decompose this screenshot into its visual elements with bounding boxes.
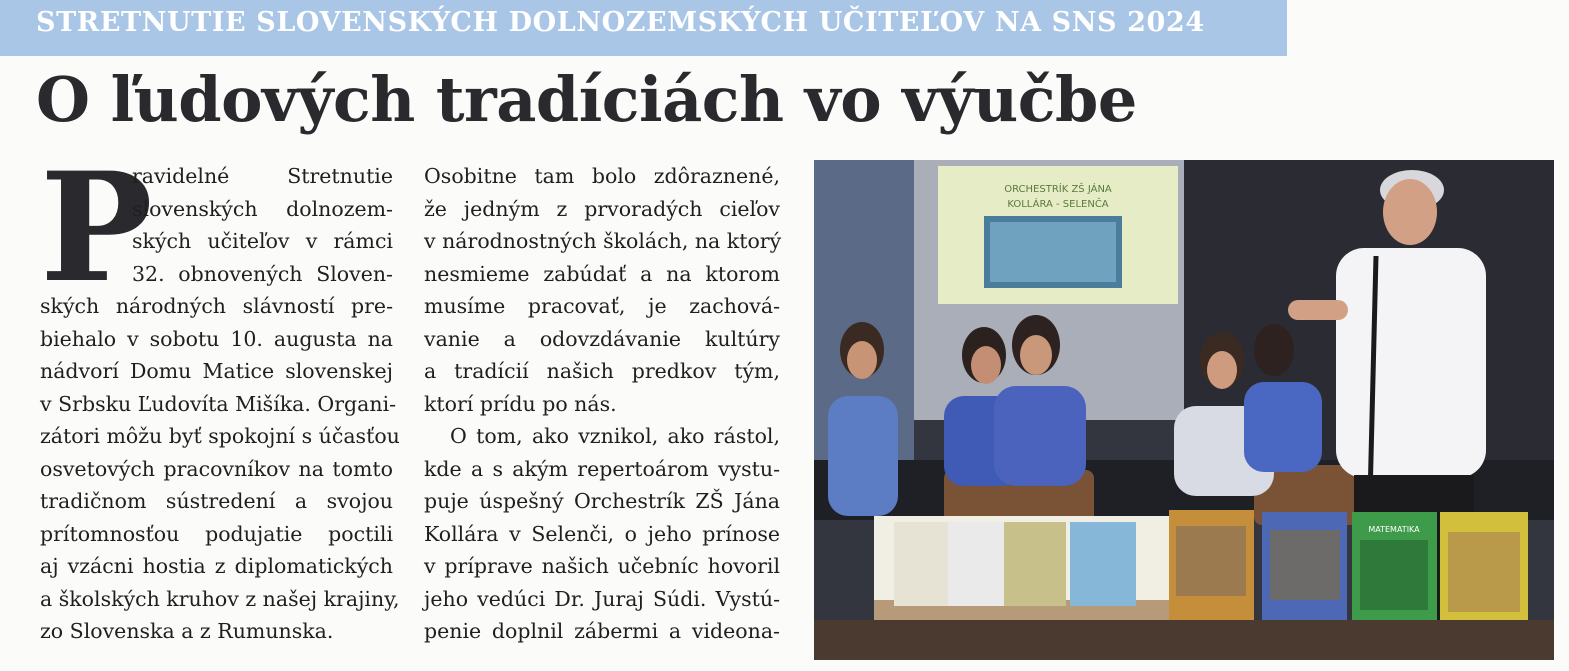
text-line: zo Slovenska a z Rumunska. (40, 619, 334, 643)
text-line: osvetových pracovníkov na tomto (40, 456, 393, 481)
text-line: ských národných slávností pre- (40, 294, 393, 318)
text-line: kde a s akým repertoárom vystu- (424, 456, 780, 481)
text-line: nádvorí Domu Matice slovenskej (40, 359, 393, 383)
text-line: prítomnosťou podujatie poctili (40, 521, 393, 546)
text-line: a školských kruhov z našej krajiny, (40, 586, 400, 611)
kicker-text: STRETNUTIE SLOVENSKÝCH DOLNOZEMSKÝCH UČITEĽOV NA SNS 2024 (36, 7, 1205, 38)
text-line: slovenských dolnozem- (132, 196, 393, 221)
text-line: biehalo v sobotu 10. augusta na (40, 326, 393, 351)
article-photo (814, 160, 1554, 660)
text-line: ktorí prídu po nás. (424, 391, 617, 416)
text-line: v národnostných školách, na ktorý (424, 229, 782, 253)
text-line: penie doplnil zábermi a videona- (424, 619, 780, 643)
kicker-banner (0, 0, 1287, 56)
text-line: puje úspešný Orchestrík ZŠ Jána (424, 489, 780, 513)
text-line: tradičnom sústredení a svojou (40, 489, 393, 513)
text-line: Osobitne tam bolo zdôraznené, (424, 164, 780, 188)
text-line: v príprave našich učebníc hovoril (424, 554, 780, 578)
book (948, 522, 1008, 606)
text-line: že jedným z prvoradých cieľov (424, 196, 780, 221)
book-title: MATEMATIKA (1368, 525, 1420, 534)
screen-title-1: ORCHESTRÍK ZŠ JÁNA (1004, 184, 1112, 195)
text-line: jeho vedúci Dr. Juraj Súdi. Vystú- (424, 586, 780, 611)
article-column-2 (424, 160, 780, 648)
headline: O ľudových tradíciách vo výučbe (36, 63, 1137, 136)
book (1070, 522, 1136, 606)
text-line: O tom, ako vznikol, ako rástol, (450, 424, 780, 448)
book (894, 522, 954, 606)
text-line: v Srbsku Ľudovíta Mišíka. Organi- (40, 391, 397, 416)
text-line: ravidelné Stretnutie (132, 164, 393, 188)
text-line: nesmieme zabúdať a na ktorom (424, 261, 780, 286)
text-line: musíme pracovať, je zachová- (424, 294, 780, 318)
article-column-1 (40, 140, 400, 648)
text-line: ských učiteľov v rámci (132, 229, 393, 253)
text-line: a tradícií našich predkov tým, (424, 359, 780, 383)
text-line: 32. obnovených Sloven- (132, 261, 393, 286)
text-line: zátori môžu byť spokojní s účasťou (40, 424, 400, 448)
screen-title-2: KOLLÁRA - SELENČA (1007, 199, 1109, 210)
text-line: Kollára v Selenči, o jeho prínose (424, 521, 780, 546)
book (1004, 522, 1066, 606)
text-line: aj vzácni hostia z diplomatických (40, 554, 393, 578)
text-line: vanie a odovzdávanie kultúry (424, 326, 780, 351)
drop-cap: P (40, 140, 153, 316)
